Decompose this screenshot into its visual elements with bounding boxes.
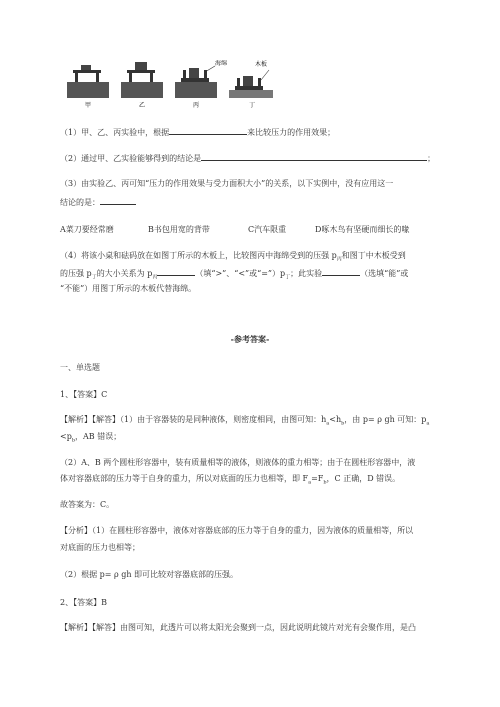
option-c: C汽车限重	[248, 225, 287, 234]
figure-yi	[121, 62, 163, 98]
answer-1-analysis-line2: $<p_b$，AB 错误；	[60, 432, 122, 444]
question-3-line1: （3）由实验乙、丙可知“压力的作用效果与受力面积大小”的关系，以下实例中，没有应用这一	[60, 179, 394, 188]
answer-blank[interactable]	[100, 196, 136, 205]
figure-jia	[67, 65, 109, 98]
answer-1-part2-line1: （2）A、B 两个圆柱形容器中，装有质量相等的液体，则液体的重力相等；由于在圆柱形容器中，液	[60, 458, 416, 467]
answer-blank[interactable]	[157, 267, 195, 276]
answer-1-analysis-line1: 【解析】【解答】（1）由于容器装的是同种液体，则密度相同，由图可知：$h_a<h_b$，由 p= ρ gh 可知：$p_a$	[60, 415, 430, 427]
label-ding: 丁	[249, 102, 256, 109]
answer-blank[interactable]	[322, 267, 360, 276]
answer-1-conclusion: 故答案为：C。	[60, 500, 115, 509]
answers-heading: -参考答案-	[230, 334, 270, 344]
section-heading: 一、单选题	[60, 363, 100, 372]
label-jia: 甲	[85, 102, 92, 109]
answer-2-analysis: 【解析】【解答】由图可知，此透片可以将太阳光会聚到一点，因此说明此镜片对光有会聚作用，是凸	[60, 623, 416, 632]
callout-sponge: 海绵	[215, 60, 228, 67]
question-4-line2: 的压强 $p_丁$的大小关系为 $p_丙$ （填“>”、“<”或“$=”)p_丁$；此实验 （选填“能”或	[60, 269, 409, 281]
option-b: B书包用宽的背带	[148, 225, 210, 234]
label-yi: 乙	[139, 102, 146, 109]
answer-1-fenxi-line3: （2）根据 p= ρ gh 即可比较对容器底部的压强。	[60, 570, 239, 579]
callout-board: 木板	[255, 61, 268, 68]
option-a: A菜刀要经常磨	[60, 225, 114, 234]
answer-1-part2-line2: 体对容器底部的压力等于自身的重力，所以对底面的压力也相等，即 $F_a=F_b$，C 正确，D 错误。	[60, 474, 401, 486]
answer-blank[interactable]	[201, 152, 427, 161]
question-4-line1: （4）将该小桌和砝码放在如图丁所示的木板上，比较图丙中海绵受到的压强 $p_丙$和图丁中木板受到	[60, 251, 406, 263]
label-bing: 丙	[193, 102, 200, 109]
question-1: （1）甲、乙、丙实验中，根据 来比较压力的作用效果；	[60, 128, 336, 137]
experiment-figure	[65, 60, 275, 110]
answer-2: 2、【答案】B	[60, 598, 107, 607]
question-2: （2）通过甲、乙实验能够得到的结论是 ；	[60, 154, 436, 163]
option-d: D啄木鸟有坚硬而细长的喙	[315, 225, 410, 234]
answer-1-fenxi-line2: 对底面的压力也相等；	[60, 543, 140, 552]
question-3-line2: 结论的是：	[60, 196, 136, 208]
question-4-line3: “不能”）用图丁所示的木板代替海绵。	[60, 284, 197, 293]
figure-ding	[229, 70, 273, 98]
figure-bing	[175, 66, 217, 98]
answer-1: 1、【答案】C	[60, 390, 108, 399]
answer-blank[interactable]	[169, 126, 247, 135]
answer-1-fenxi-line1: 【分析】（1）在圆柱形容器中，液体对容器底部的压力等于自身的重力，因为液体的质量相等，所以	[60, 526, 414, 535]
